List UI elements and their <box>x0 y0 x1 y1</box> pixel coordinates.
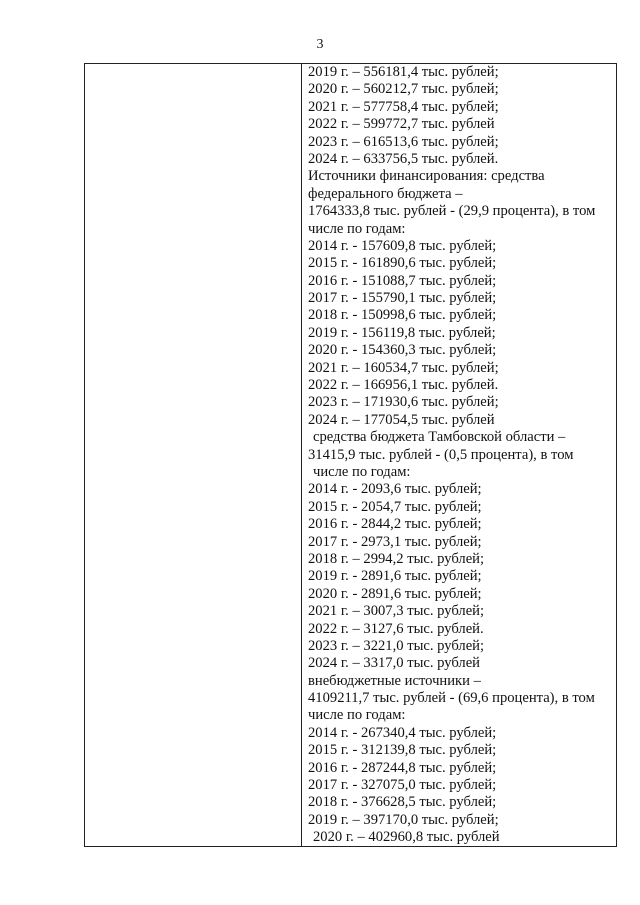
text-line: 2021 г. – 160534,7 тыс. рублей; <box>308 359 499 376</box>
text-line: 2014 г. - 267340,4 тыс. рублей; <box>308 724 497 741</box>
page-number: 3 <box>316 37 324 52</box>
text-line: 2023 г. – 616513,6 тыс. рублей; <box>308 133 499 150</box>
text-line: 31415,9 тыс. рублей - (0,5 процента), в том <box>308 446 574 463</box>
text-line: 2022 г. – 166956,1 тыс. рублей. <box>308 377 499 394</box>
table-right-cell <box>308 64 610 847</box>
text-line: 2018 г. - 150998,6 тыс. рублей; <box>308 307 497 324</box>
text-line: 2022 г. – 3127,6 тыс. рублей. <box>308 620 484 637</box>
text-line: 2018 г. - 376628,5 тыс. рублей; <box>308 794 497 811</box>
text-line: 2017 г. - 2973,1 тыс. рублей; <box>308 533 482 550</box>
text-line: 2019 г. - 156119,8 тыс. рублей; <box>308 324 496 341</box>
text-line: 2021 г. – 3007,3 тыс. рублей; <box>308 603 485 620</box>
text-line: федерального бюджета – <box>308 185 463 202</box>
text-line: 2023 г. – 171930,6 тыс. рублей; <box>308 394 499 411</box>
text-line: 2014 г. - 2093,6 тыс. рублей; <box>308 481 482 498</box>
text-line: 4109211,7 тыс. рублей - (69,6 процента), в том <box>308 690 595 707</box>
text-line: числе по годам: <box>308 220 406 237</box>
text-line: 2015 г. - 312139,8 тыс. рублей; <box>308 742 497 759</box>
document-table <box>84 63 617 847</box>
text-line: 2016 г. - 151088,7 тыс. рублей; <box>308 272 497 289</box>
text-line: 1764333,8 тыс. рублей - (29,9 процента), в том <box>308 203 596 220</box>
text-line: 2020 г. - 2891,6 тыс. рублей; <box>308 585 482 602</box>
text-line: 2018 г. – 2994,2 тыс. рублей; <box>308 550 485 567</box>
column-divider <box>301 64 302 846</box>
text-line: 2020 г. – 402960,8 тыс. рублей <box>313 829 500 846</box>
text-line: 2024 г. – 3317,0 тыс. рублей <box>308 655 480 672</box>
text-line: 2017 г. - 155790,1 тыс. рублей; <box>308 290 497 307</box>
text-line: числе по годам: <box>308 707 406 724</box>
text-line: 2022 г. – 599772,7 тыс. рублей <box>308 116 495 133</box>
text-line: 2023 г. – 3221,0 тыс. рублей; <box>308 637 485 654</box>
text-line: 2024 г. – 177054,5 тыс. рублей <box>308 411 495 428</box>
text-line: 2016 г. - 287244,8 тыс. рублей; <box>308 759 497 776</box>
text-line: средства бюджета Тамбовской области – <box>313 429 566 446</box>
text-line: 2019 г. - 2891,6 тыс. рублей; <box>308 568 482 585</box>
text-line: 2015 г. - 2054,7 тыс. рублей; <box>308 498 482 515</box>
text-line: 2024 г. – 633756,5 тыс. рублей. <box>308 150 499 167</box>
text-line: 2019 г. – 556181,4 тыс. рублей; <box>308 64 499 80</box>
text-line: Источники финансирования: средства <box>308 168 545 185</box>
text-line: 2020 г. – 560212,7 тыс. рублей; <box>308 81 499 98</box>
text-line: 2016 г. - 2844,2 тыс. рублей; <box>308 516 482 533</box>
text-line: 2014 г. - 157609,8 тыс. рублей; <box>308 237 497 254</box>
text-line: 2021 г. – 577758,4 тыс. рублей; <box>308 98 499 115</box>
text-line: 2019 г. – 397170,0 тыс. рублей; <box>308 811 499 828</box>
text-line: 2020 г. - 154360,3 тыс. рублей; <box>308 342 497 359</box>
text-line: 2015 г. - 161890,6 тыс. рублей; <box>308 255 497 272</box>
text-line: 2017 г. - 327075,0 тыс. рублей; <box>308 777 497 794</box>
text-line: внебюджетные источники – <box>308 672 481 689</box>
text-line: числе по годам: <box>313 463 411 480</box>
